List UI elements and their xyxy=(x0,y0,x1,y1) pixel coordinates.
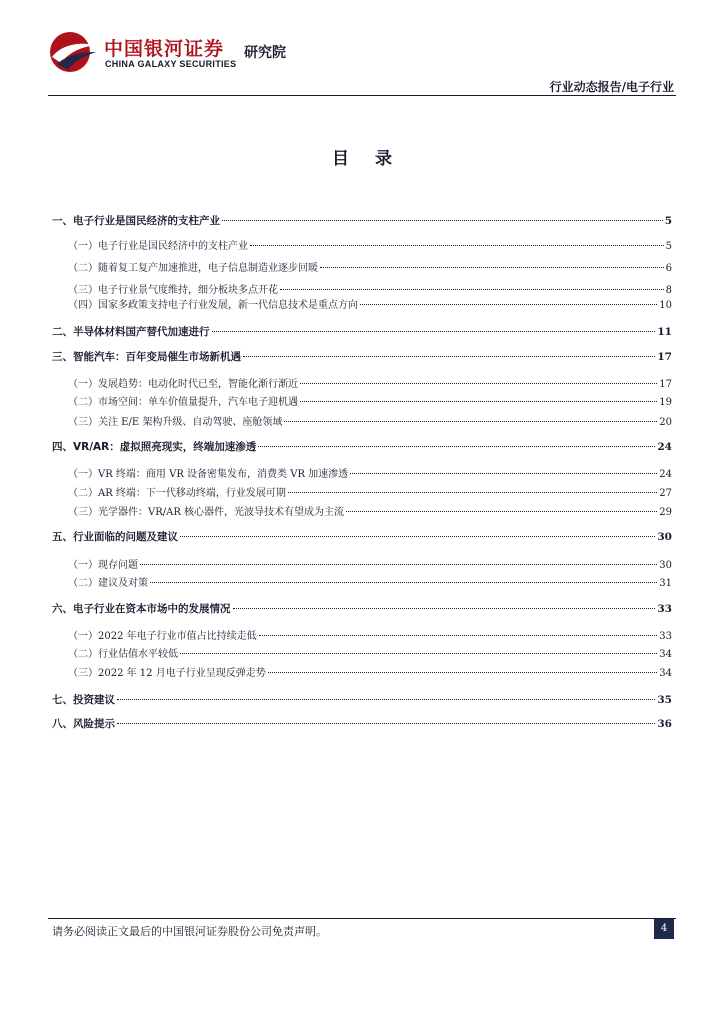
toc-chapter-entry[interactable] xyxy=(52,213,672,228)
header-divider xyxy=(48,95,676,96)
toc-dot-leader xyxy=(117,699,655,700)
footer-divider xyxy=(48,918,676,919)
toc-entry-title: （二）AR 终端：下一代移动终端，行业发展可期 xyxy=(68,488,286,499)
company-name-en: CHINA GALAXY SECURITIES xyxy=(105,59,237,69)
toc-dot-leader xyxy=(140,564,657,565)
toc-dot-leader xyxy=(288,492,657,493)
toc-entry-title: 八、风险提示 xyxy=(52,718,115,730)
toc-entry-title: 二、半导体材料国产替代加速进行 xyxy=(52,326,210,338)
toc-chapter-entry[interactable] xyxy=(52,439,672,454)
toc-dot-leader xyxy=(180,653,657,654)
toc-dot-leader xyxy=(280,289,664,290)
institute-label: 研究院 xyxy=(244,45,286,61)
disclaimer-text: 请务必阅读正文最后的中国银河证券股份公司免责声明。 xyxy=(52,925,327,938)
toc-chapter-entry[interactable] xyxy=(52,692,672,707)
toc-dot-leader xyxy=(250,245,664,246)
toc-entry-page: 8 xyxy=(665,285,672,296)
toc-dot-leader xyxy=(258,446,655,447)
toc-dot-leader xyxy=(320,267,664,268)
toc-section-entry[interactable] xyxy=(68,375,672,390)
toc-entry-page: 33 xyxy=(657,603,672,615)
toc-dot-leader xyxy=(150,582,657,583)
toc-entry-title: （一）VR 终端：商用 VR 设备密集发布，消费类 VR 加速渗透 xyxy=(68,469,349,480)
toc-entry-title: （二）市场空间：单车价值量提升，汽车电子迎机遇 xyxy=(68,397,298,408)
toc-dot-leader xyxy=(360,304,657,305)
toc-entry-title: 七、投资建议 xyxy=(52,694,115,706)
toc-entry-page: 17 xyxy=(659,379,672,390)
toc-section-entry[interactable] xyxy=(68,281,672,296)
toc-entry-page: 19 xyxy=(659,397,672,408)
toc-dot-leader xyxy=(300,401,657,402)
toc-dot-leader xyxy=(212,331,656,332)
toc-dot-leader xyxy=(259,635,658,636)
toc-dot-leader xyxy=(117,723,655,724)
toc-entry-page: 24 xyxy=(657,441,672,453)
toc-dot-leader xyxy=(350,473,657,474)
company-name-cn: 中国银河证券 xyxy=(104,38,225,60)
toc-entry-title: （一）电子行业是国民经济中的支柱产业 xyxy=(68,241,248,252)
toc-dot-leader xyxy=(346,511,657,512)
toc-entry-page: 29 xyxy=(659,507,672,518)
toc-entry-page: 5 xyxy=(665,241,672,252)
toc-title: 目录 xyxy=(332,149,418,169)
toc-entry-page: 31 xyxy=(659,578,672,589)
toc-entry-page: 27 xyxy=(659,488,672,499)
toc-entry-title: 五、行业面临的问题及建议 xyxy=(52,531,178,543)
toc-section-entry[interactable] xyxy=(68,503,672,518)
toc-section-entry[interactable] xyxy=(68,574,672,589)
toc-entry-page: 5 xyxy=(664,215,672,227)
toc-entry-page: 34 xyxy=(659,649,672,660)
toc-section-entry[interactable] xyxy=(68,645,672,660)
toc-entry-title: （四）国家多政策支持电子行业发展，新一代信息技术是重点方向 xyxy=(68,300,358,311)
toc-chapter-entry[interactable] xyxy=(52,601,672,616)
toc-dot-leader xyxy=(300,383,657,384)
toc-section-entry[interactable] xyxy=(68,664,672,679)
toc-entry-title: （二）行业估值水平较低 xyxy=(68,649,178,660)
toc-entry-title: 一、电子行业是国民经济的支柱产业 xyxy=(52,215,220,227)
toc-entry-page: 36 xyxy=(657,718,672,730)
toc-entry-title: 四、VR/AR：虚拟照亮现实，终端加速渗透 xyxy=(52,441,257,453)
toc-dot-leader xyxy=(233,608,656,609)
toc-entry-page: 34 xyxy=(659,668,672,679)
toc-entry-title: （三）2022 年 12 月电子行业呈现反弹走势 xyxy=(68,668,266,679)
toc-entry-title: （一）发展趋势：电动化时代已至，智能化渐行渐近 xyxy=(68,379,298,390)
toc-dot-leader xyxy=(222,220,663,221)
toc-entry-title: （二）建议及对策 xyxy=(68,578,148,589)
toc-entry-page: 20 xyxy=(659,417,672,428)
toc-section-entry[interactable] xyxy=(68,296,672,311)
toc-section-entry[interactable] xyxy=(68,237,672,252)
toc-chapter-entry[interactable] xyxy=(52,716,672,731)
toc-section-entry[interactable] xyxy=(68,484,672,499)
toc-dot-leader xyxy=(243,356,655,357)
toc-entry-title: （三）关注 E/E 架构升级、自动驾驶、座舱领域 xyxy=(68,417,283,428)
toc-section-entry[interactable] xyxy=(68,627,672,642)
toc-entry-page: 6 xyxy=(665,263,672,274)
toc-entry-page: 11 xyxy=(657,326,672,338)
toc-chapter-entry[interactable] xyxy=(52,324,672,339)
toc-entry-title: （三）光学器件：VR/AR 核心器件，光波导技术有望成为主流 xyxy=(68,507,345,518)
toc-entry-title: 三、智能汽车：百年变局催生市场新机遇 xyxy=(52,351,241,363)
toc-dot-leader xyxy=(284,421,657,422)
toc-entry-title: （一）现存问题 xyxy=(68,560,138,571)
toc-section-entry[interactable] xyxy=(68,465,672,480)
toc-section-entry[interactable] xyxy=(68,393,672,408)
toc-section-entry[interactable] xyxy=(68,259,672,274)
toc-entry-page: 24 xyxy=(659,469,672,480)
page-header xyxy=(48,28,676,98)
toc-chapter-entry[interactable] xyxy=(52,349,672,364)
toc-entry-page: 30 xyxy=(659,560,672,571)
toc-entry-title: （三）电子行业景气度维持，细分板块多点开花 xyxy=(68,285,278,296)
toc-dot-leader xyxy=(268,672,658,673)
toc-dot-leader xyxy=(180,536,655,537)
galaxy-logo-icon xyxy=(48,30,98,74)
toc-entry-page: 17 xyxy=(657,351,672,363)
toc-section-entry[interactable] xyxy=(68,413,672,428)
toc-entry-page: 10 xyxy=(659,300,672,311)
toc-entry-title: （一）2022 年电子行业市值占比持续走低 xyxy=(68,631,257,642)
toc-chapter-entry[interactable] xyxy=(52,529,672,544)
toc-section-entry[interactable] xyxy=(68,556,672,571)
toc-entry-title: 六、电子行业在资本市场中的发展情况 xyxy=(52,603,231,615)
toc-entry-title: （二）随着复工复产加速推进，电子信息制造业逐步回暖 xyxy=(68,263,318,274)
toc-entry-page: 30 xyxy=(657,531,672,543)
toc-entry-page: 33 xyxy=(659,631,672,642)
toc-entry-page: 35 xyxy=(657,694,672,706)
page-number: 4 xyxy=(654,919,674,939)
report-type-label: 行业动态报告/电子行业 xyxy=(549,80,674,94)
